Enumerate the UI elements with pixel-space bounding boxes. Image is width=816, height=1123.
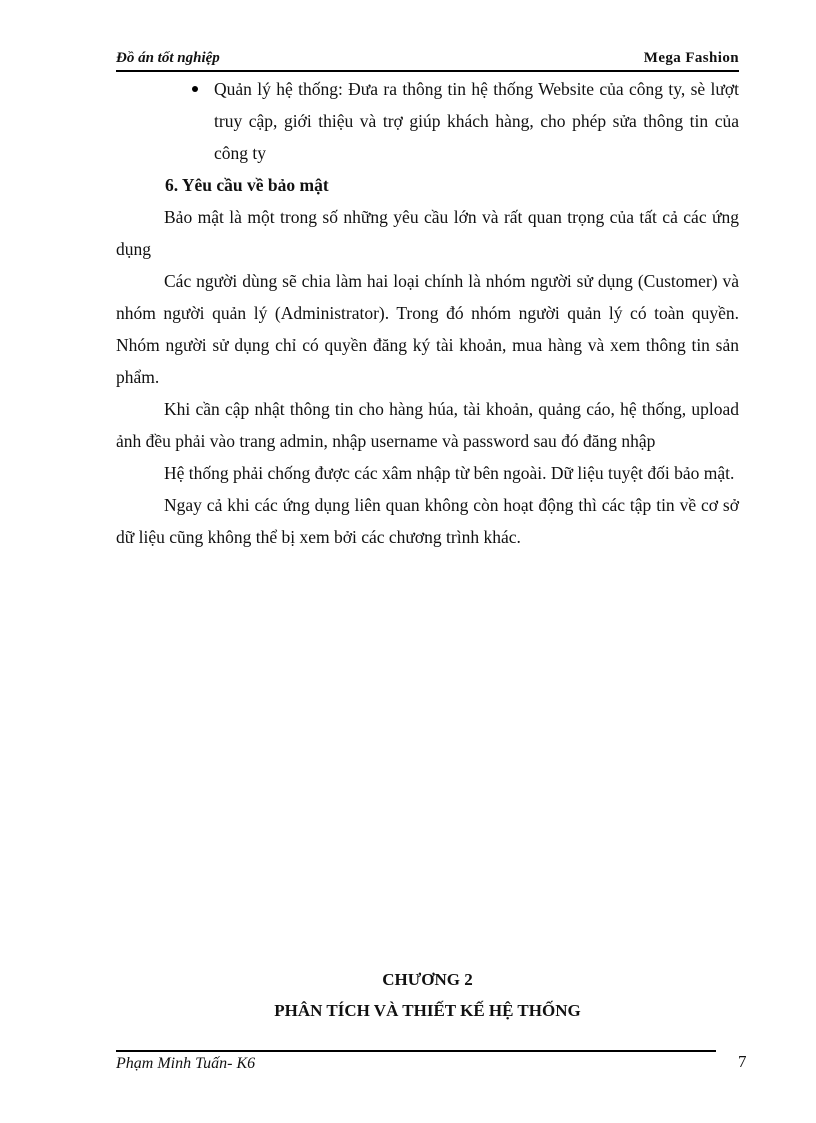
- section-heading: 6. Yêu cầu về bảo mật: [165, 175, 329, 195]
- paragraph: Hệ thống phải chống được các xâm nhập từ bên ngoài. Dữ liệu tuyệt đối bảo mật.: [164, 463, 735, 483]
- footer-author: Phạm Minh Tuấn- K6: [116, 1055, 256, 1072]
- header-thesis-label: Đồ án tốt nghiệp: [116, 50, 220, 66]
- page-header: [116, 48, 739, 72]
- chapter-number: CHƯƠNG 2: [382, 970, 473, 989]
- paragraph: Các người dùng sẽ chia làm hai loại chính là nhóm người sử dụng (Customer) và nhóm người quản lý (Administrator). Trong đó nhóm người quản lý có toàn quyền. Nhóm người sử dụng chỉ có quyền đăng ký tài khoản, mua hàng và xem thông tin sản phẩm.: [116, 271, 739, 387]
- bullet-item-system-management: [116, 73, 739, 169]
- bullet-icon: [192, 86, 198, 92]
- paragraph: Ngay cả khi các ứng dụng liên quan không còn hoạt động thì các tập tin về cơ sở dữ liệu cũng không thể bị xem bởi các chương trình khác.: [116, 495, 739, 547]
- page-number: 7: [738, 1052, 747, 1071]
- chapter-title: PHÂN TÍCH VÀ THIẾT KẾ HỆ THỐNG: [274, 1001, 581, 1020]
- paragraph: Bảo mật là một trong số những yêu cầu lớn và rất quan trọng của tất cả các ứng dụng: [116, 207, 739, 259]
- paragraph: Khi cần cập nhật thông tin cho hàng húa, tài khoản, quảng cáo, hệ thống, upload ảnh đều phải vào trang admin, nhập username và password sau đó đăng nhập: [116, 399, 739, 451]
- bullet-text: Quản lý hệ thống: Đưa ra thông tin hệ thống Website của công ty, sè lượt truy cập, giới thiệu và trợ giúp khách hàng, cho phép sửa thông tin của công ty: [214, 79, 739, 163]
- header-project-name: Mega Fashion: [643, 50, 739, 66]
- footer-divider: [116, 1050, 716, 1052]
- page-body: [116, 73, 739, 553]
